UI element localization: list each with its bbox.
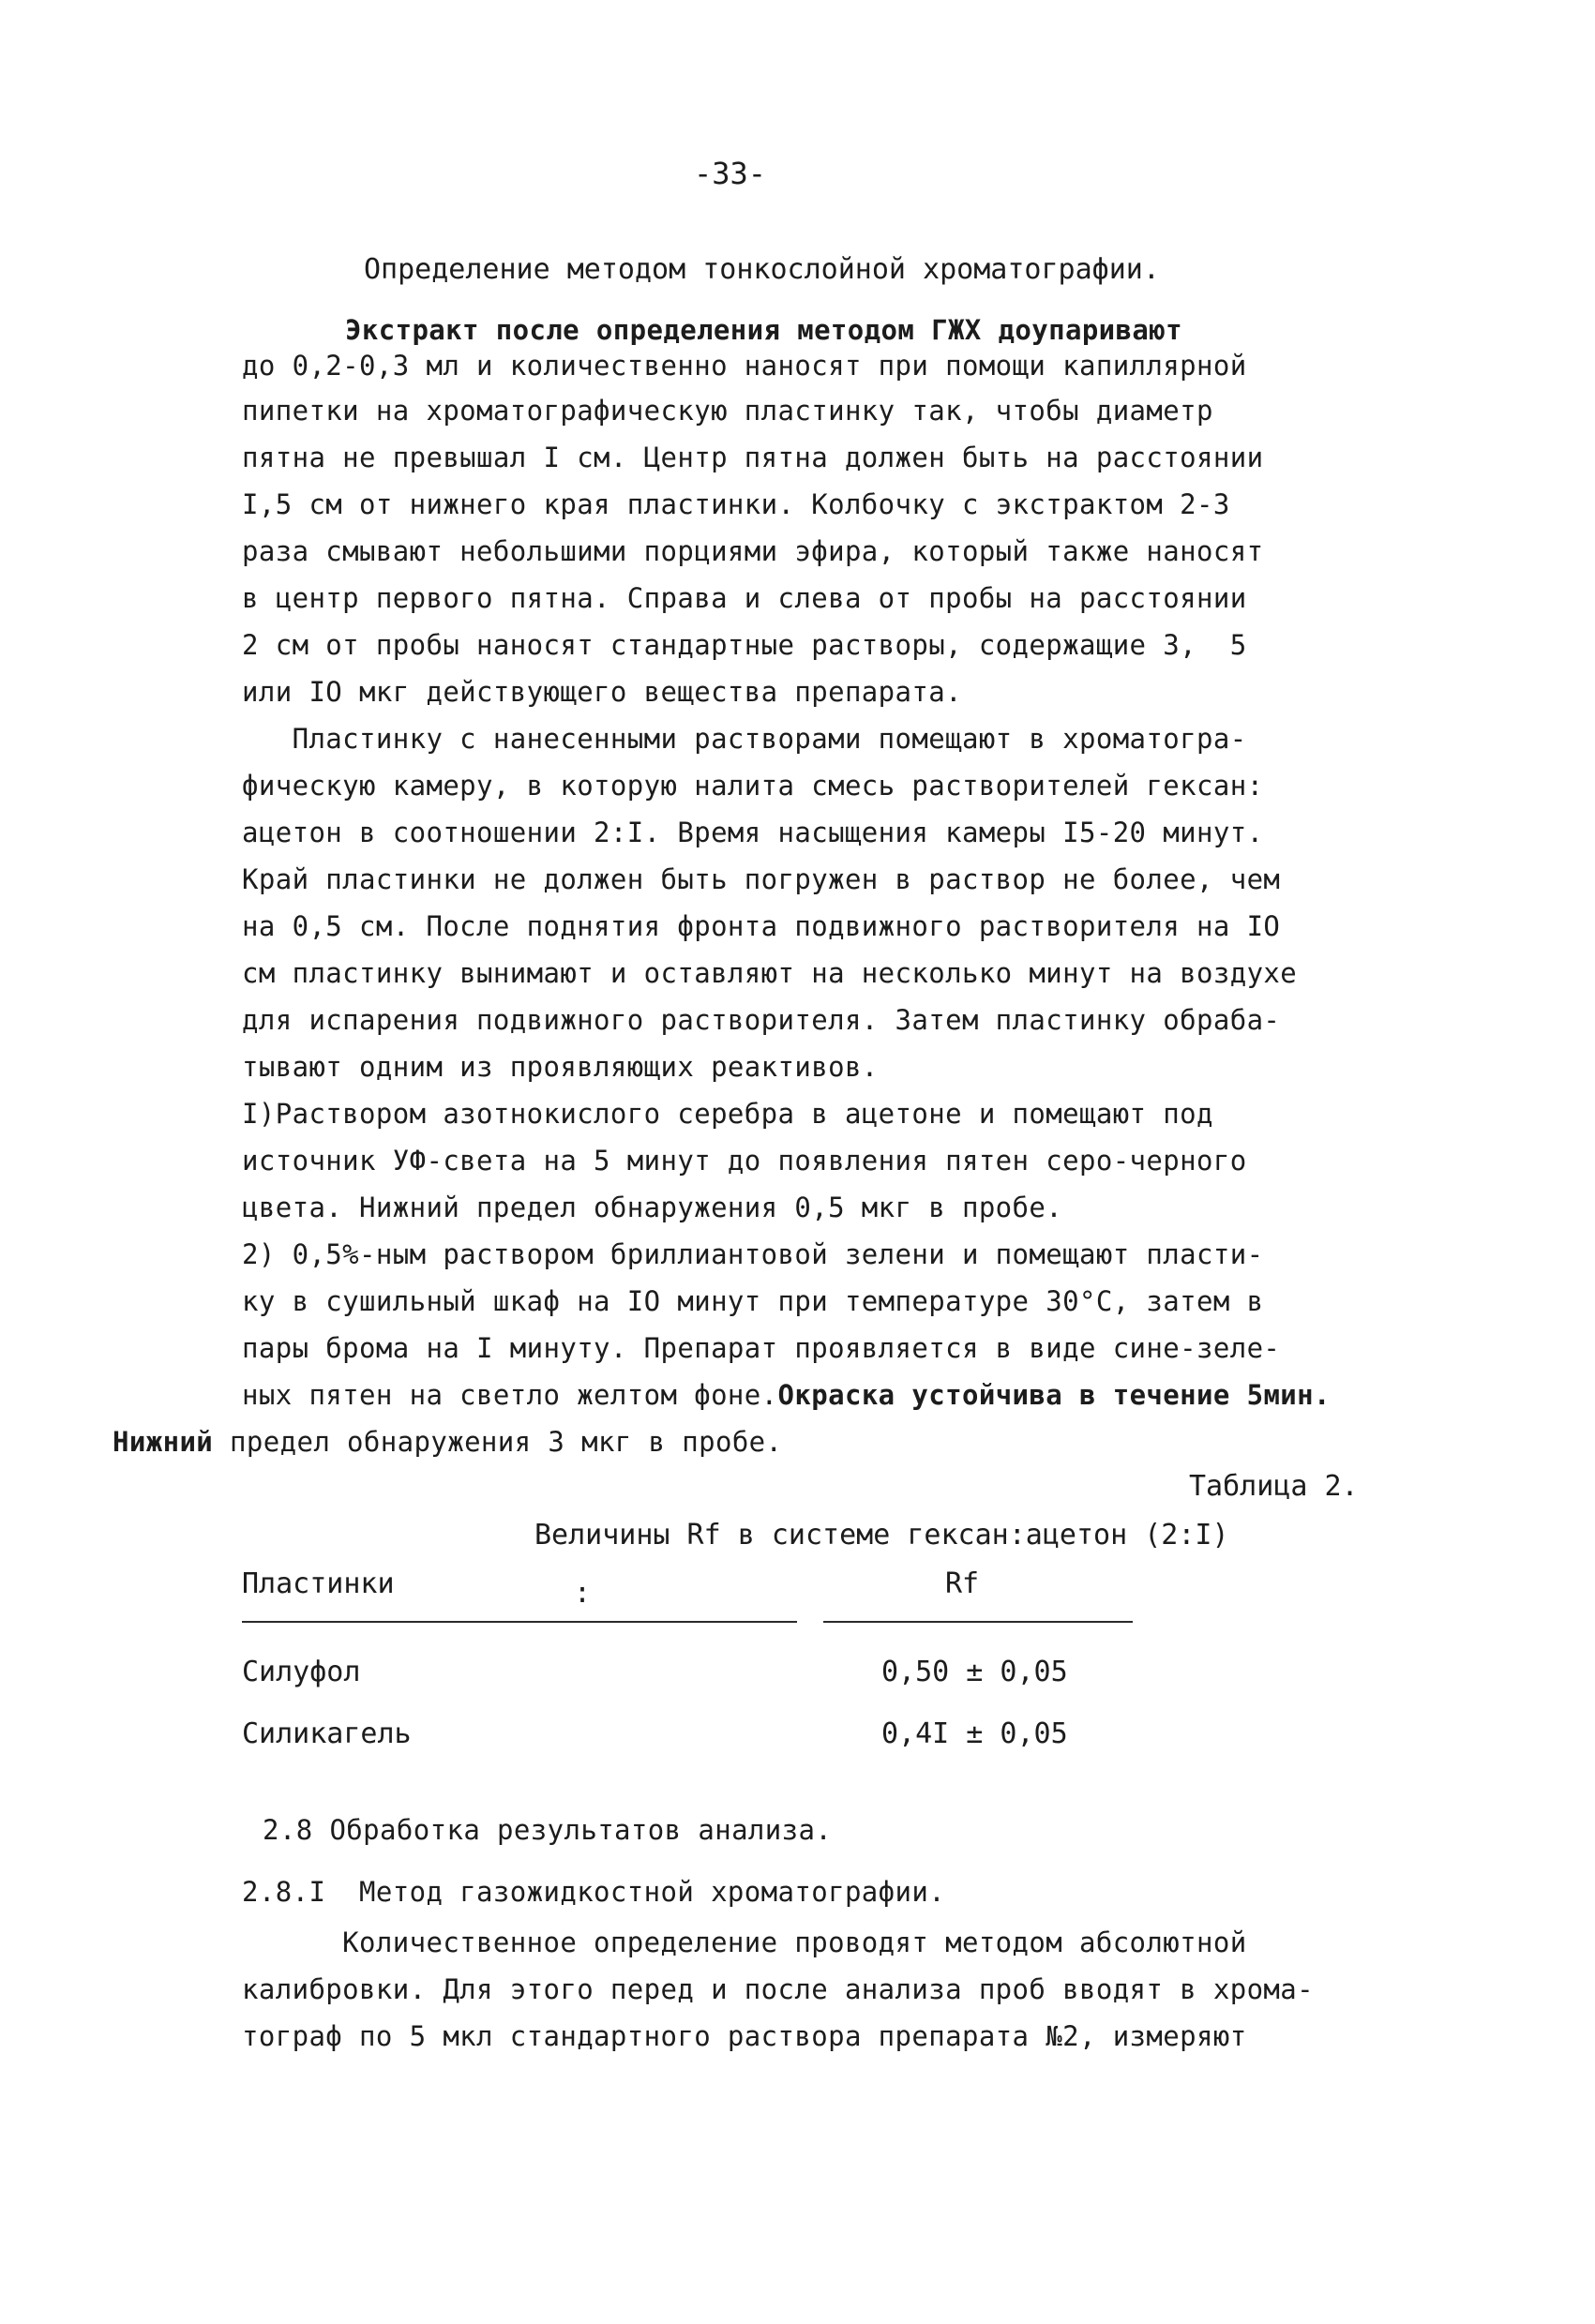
table-row-value: 0,50 ± 0,05 [881,1656,1068,1688]
para1-line: до 0,2-0,3 мл и количественно наносят при помощи капиллярной [242,350,1247,382]
para2-line: тывают одним из проявляющих реактивов. [242,1051,879,1083]
para1-line: раза смывают небольшими порциями эфира, который также наносят [242,535,1264,567]
table-header-separator: : [574,1577,592,1610]
para2-line: цвета. Нижний предел обнаружения 0,5 мкг в пробе. [242,1192,1063,1223]
para2-line: ацетон в соотношении 2:I. Время насыщения камеры I5-20 минут. [242,817,1264,848]
table-label: Таблица 2. [1189,1470,1359,1503]
table-header-plates: Пластинки [242,1567,395,1600]
section-title: Определение методом тонкослойной хроматографии. [364,253,1160,286]
para2-line: Край пластинки не должен быть погружен в раствор не более, чем [242,863,1281,895]
para3-line: калибровки. Для этого перед и после анализа проб вводят в хрома- [242,1973,1315,2005]
para2-line [242,1378,1331,1412]
table-header-rule [823,1621,1133,1623]
para2-line: на 0,5 см. После поднятия фронта подвижного растворителя на IO [242,910,1281,942]
para1-line: или IO мкг действующего вещества препарата. [242,676,962,708]
section-heading: 2.8 Обработка результатов анализа. [263,1814,833,1846]
table-header-rf: Rf [945,1567,980,1600]
para3-line: Количественное определение проводят методом абсолютной [242,1927,1247,1958]
para2-line: для испарения подвижного растворителя. Затем пластинку обраба- [242,1004,1281,1036]
para2-line: источник УФ-света на 5 минут до появления пятен серо-черного [242,1145,1247,1177]
para1-line: 2 см от пробы наносят стандартные растворы, содержащие 3, 5 [242,629,1247,661]
text-span: ных пятен на светло желтом фоне. [242,1379,778,1411]
section-heading: 2.8.I Метод газожидкостной хроматографии. [242,1876,946,1908]
para2-line: пары брома на I минуту. Препарат проявляется в виде сине-зеле- [242,1332,1281,1364]
para1-line: пипетки на хроматографическую пластинку так, чтобы диаметр [242,395,1213,427]
table-caption: Величины Rf в системе гексан:ацетон (2:I) [534,1519,1229,1552]
table-row-name: Силикагель [242,1717,412,1750]
para2-line: фическую камеру, в которую налита смесь растворителей гексан: [242,770,1264,802]
para2-line: ку в сушильный шкаф на IO минут при температуре 30°С, затем в [242,1285,1264,1317]
para1-line: в центр первого пятна. Справа и слева от пробы на расстоянии [242,582,1247,614]
text-span: предел обнаружения 3 мкг в пробе. [213,1426,783,1458]
para2-line: см пластинку вынимают и оставляют на несколько минут на воздухе [242,957,1298,989]
page-number: -33- [694,156,767,191]
table-row-name: Силуфол [242,1656,361,1688]
para1-line: Экстракт после определения методом ГЖХ доупаривают [345,314,1182,346]
para1-line: пятна не превышал I см. Центр пятна должен быть на расстоянии [242,442,1264,473]
text-span-bold: Окраска устойчива в течение 5мин. [777,1379,1331,1411]
para2-line: 2) 0,5%-ным раствором бриллиантовой зелени и помещают пласти- [242,1238,1264,1270]
text-span-bold: Нижний [113,1426,214,1458]
para2-line: I)Раствором азотнокислого серебра в ацетоне и помещают под [242,1098,1213,1130]
para2-line [113,1425,782,1459]
para1-line: I,5 см от нижнего края пластинки. Колбочку с экстрактом 2-3 [242,488,1230,520]
para2-line: Пластинку с нанесенными растворами помещают в хроматогра- [242,723,1247,755]
para3-line: тограф по 5 мкл стандартного раствора препарата №2, измеряют [242,2020,1247,2052]
table-header-rule [242,1621,797,1623]
table-row-value: 0,4I ± 0,05 [881,1717,1068,1750]
